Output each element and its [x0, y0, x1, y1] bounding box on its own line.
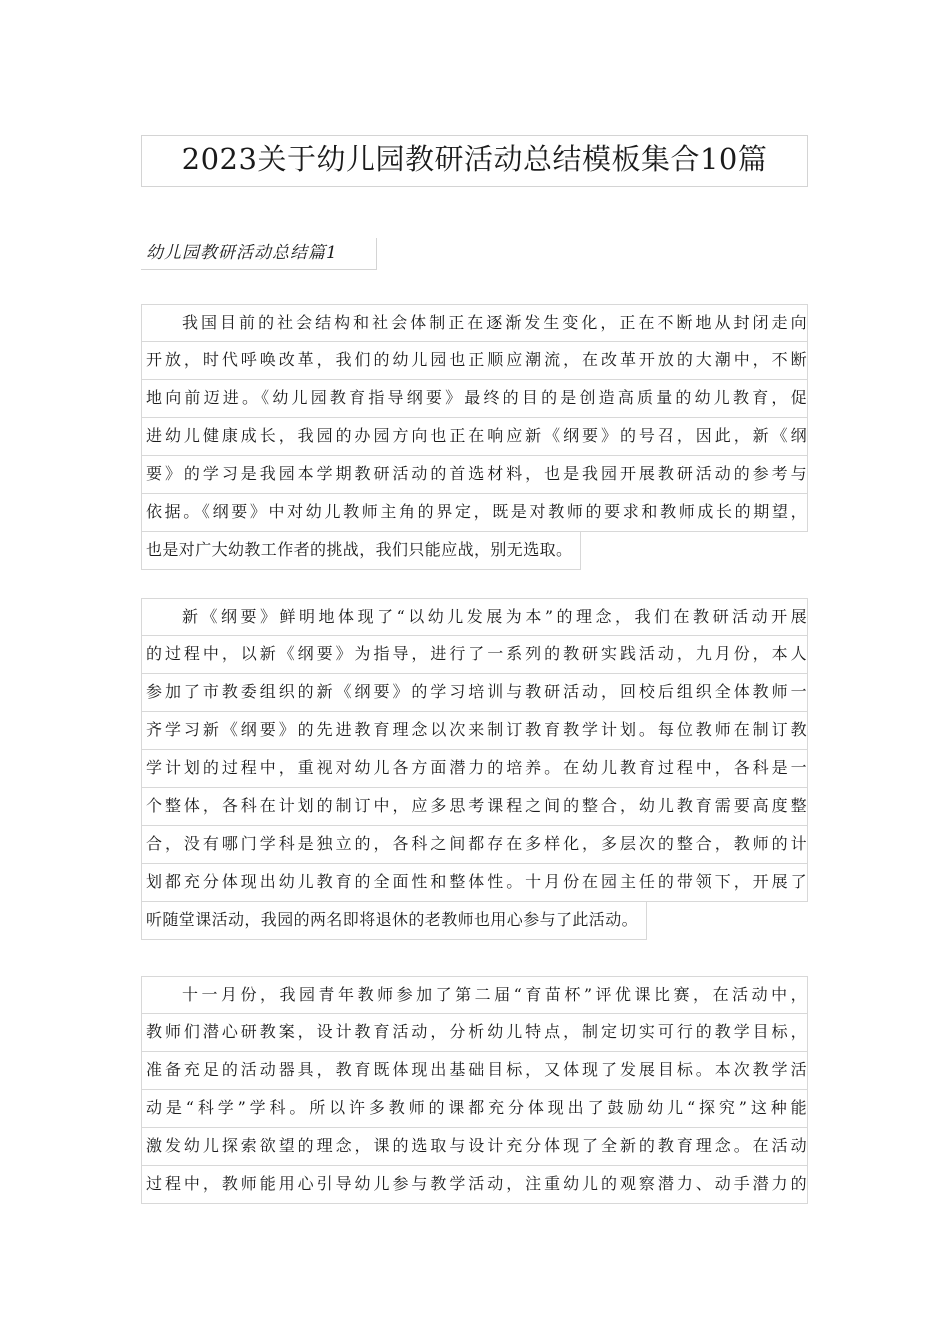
paragraph-line: 也是对广大幼教工作者的挑战，我们只能应战，别无选取。: [141, 532, 581, 570]
paragraph-line: 参加了市教委组织的新《纲要》的学习培训与教研活动，回校后组织全体教师一: [141, 674, 808, 712]
paragraph-1: [141, 304, 808, 570]
paragraph-line: 动是“科学”学科。所以许多教师的课都充分体现出了鼓励幼儿“探究”这种能: [141, 1090, 808, 1128]
paragraph-line: 依据。《纲要》中对幼儿教师主角的界定，既是对教师的要求和教师成长的期望，: [141, 494, 808, 532]
paragraph-line: 开放，时代呼唤改革，我们的幼儿园也正顺应潮流，在改革开放的大潮中，不断: [141, 342, 808, 380]
paragraph-line: 地向前迈进。《幼儿园教育指导纲要》最终的目的是创造高质量的幼儿教育，促: [141, 380, 808, 418]
document-title: 2023关于幼儿园教研活动总结模板集合10篇: [141, 135, 808, 187]
paragraph-line: 听随堂课活动，我园的两名即将退休的老教师也用心参与了此活动。: [141, 902, 647, 940]
paragraph-line: 进幼儿健康成长，我园的办园方向也正在响应新《纲要》的号召，因此，新《纲: [141, 418, 808, 456]
section-heading: 幼儿园教研活动总结篇1: [141, 238, 377, 270]
paragraph-line: 合，没有哪门学科是独立的，各科之间都存在多样化，多层次的整合，教师的计: [141, 826, 808, 864]
paragraph-line: 齐学习新《纲要》的先进教育理念以次来制订教育教学计划。每位教师在制订教: [141, 712, 808, 750]
paragraph-line: 新《纲要》鲜明地体现了“以幼儿发展为本”的理念，我们在教研活动开展: [141, 598, 808, 636]
paragraph-line: 准备充足的活动器具，教育既体现出基础目标，又体现了发展目标。本次教学活: [141, 1052, 808, 1090]
paragraph-line: 学计划的过程中，重视对幼儿各方面潜力的培养。在幼儿教育过程中，各科是一: [141, 750, 808, 788]
paragraph-line: 十一月份，我园青年教师参加了第二届“育苗杯”评优课比赛，在活动中，: [141, 976, 808, 1014]
paragraph-line: 要》的学习是我园本学期教研活动的首选材料，也是我园开展教研活动的参考与: [141, 456, 808, 494]
paragraph-line: 我国目前的社会结构和社会体制正在逐渐发生变化，正在不断地从封闭走向: [141, 304, 808, 342]
paragraph-line: 划都充分体现出幼儿教育的全面性和整体性。十月份在园主任的带领下，开展了: [141, 864, 808, 902]
paragraph-line: 教师们潜心研教案，设计教育活动，分析幼儿特点，制定切实可行的教学目标，: [141, 1014, 808, 1052]
paragraph-2: [141, 598, 808, 940]
paragraph-line: 过程中，教师能用心引导幼儿参与教学活动，注重幼儿的观察潜力、动手潜力的: [141, 1166, 808, 1204]
paragraph-line: 的过程中，以新《纲要》为指导，进行了一系列的教研实践活动，九月份，本人: [141, 636, 808, 674]
paragraph-line: 激发幼儿探索欲望的理念，课的选取与设计充分体现了全新的教育理念。在活动: [141, 1128, 808, 1166]
paragraph-3: [141, 976, 808, 1204]
paragraph-line: 个整体，各科在计划的制订中，应多思考课程之间的整合，幼儿教育需要高度整: [141, 788, 808, 826]
